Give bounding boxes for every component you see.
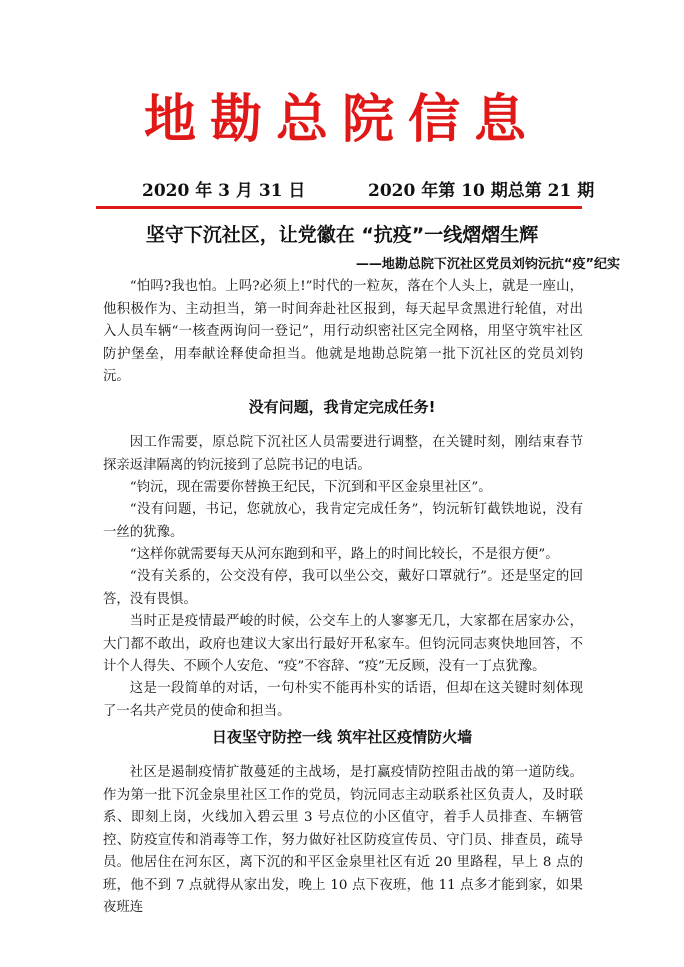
intro-paragraph: “怕吗?我也怕。上吗?必须上!”时代的一粒灰，落在个人头上，就是一座山，他积极作为、主动担当，第一时间奔赴社区报到，每天起早贪黑进行轮值，对出入人员车辆“一核查两询问一登记”，用行动织密社区完全网格，用坚守筑牢社区防护堡垒，用奉献诠释使命担当。他就是地勘总院第一批下沉社区的党员刘钧沅。	[103, 279, 583, 384]
paragraph: “没有关系的，公交没有停，我可以坐公交，戴好口罩就行”。还是坚定的回答，没有畏惧。	[103, 569, 583, 607]
issue-date: 2020 年 3 月 31 日	[142, 181, 306, 201]
section-heading-1: 没有问题，我肯定完成任务!	[248, 398, 436, 416]
paragraph: 当时正是疫情最严峻的时候，公交车上的人寥寥无几，大家都在居家办公，大门都不敢出，政府也建议大家出行最好开私家车。但钧沅同志爽快地回答，不计个人得失、不顾个人安危、“疫”不容辞、“疫”无反顾，没有一丁点犹豫。	[103, 614, 583, 674]
issue-line	[0, 176, 684, 200]
paragraph: 这是一段简单的对话，一句朴实不能再朴实的话语，但却在这关键时刻体现了一名共产党员的使命和担当。	[103, 681, 583, 719]
red-divider	[96, 206, 582, 209]
paragraph: 社区是遏制疫情扩散蔓延的主战场，是打赢疫情防控阻击战的第一道防线。作为第一批下沉金泉里社区工作的党员，钧沅同志主动联系社区负责人，及时联系、即刻上岗，火线加入碧云里 3 号点位的小区值守，着手人员排查、车辆管控、防疫宣传和消毒等工作，努力做好社区防疫宣传员、守门员、排查员，疏导员。他居住在河东区，离下沉的和平区金泉里社区有近 20 里路程，早上 8 点的班，他不到 7 点就得从家出发，晚上 10 点下夜班，他 11 点多才能到家，如果夜班连	[103, 765, 583, 915]
paragraph: 因工作需要，原总院下沉社区人员需要进行调整，在关键时刻，刚结束春节探亲返津隔离的钧沅接到了总院书记的电话。	[103, 435, 583, 473]
paragraph: “钧沅，现在需要你替换王纪民，下沉到和平区金泉里社区”。	[129, 480, 492, 495]
issue-number: 2020 年第 10 期总第 21 期	[368, 181, 595, 201]
masthead-title: 地勘总院信息	[143, 89, 540, 150]
paragraph: “没有问题，书记，您就放心，我肯定完成任务”，钧沅斩钉截铁地说，没有一丝的犹豫。	[103, 502, 583, 540]
article-subtitle: ——地勘总院下沉社区党员刘钧沅抗“疫”纪实	[355, 257, 620, 272]
section-heading-2: 日夜坚守防控一线 筑牢社区疫情防火墙	[211, 728, 473, 746]
article-title: 坚守下沉社区，让党徽在 “抗疫”一线熠熠生辉	[145, 224, 539, 246]
paragraph: “这样你就需要每天从河东跑到和平，路上的时间比较长，不是很方便”。	[129, 547, 559, 562]
